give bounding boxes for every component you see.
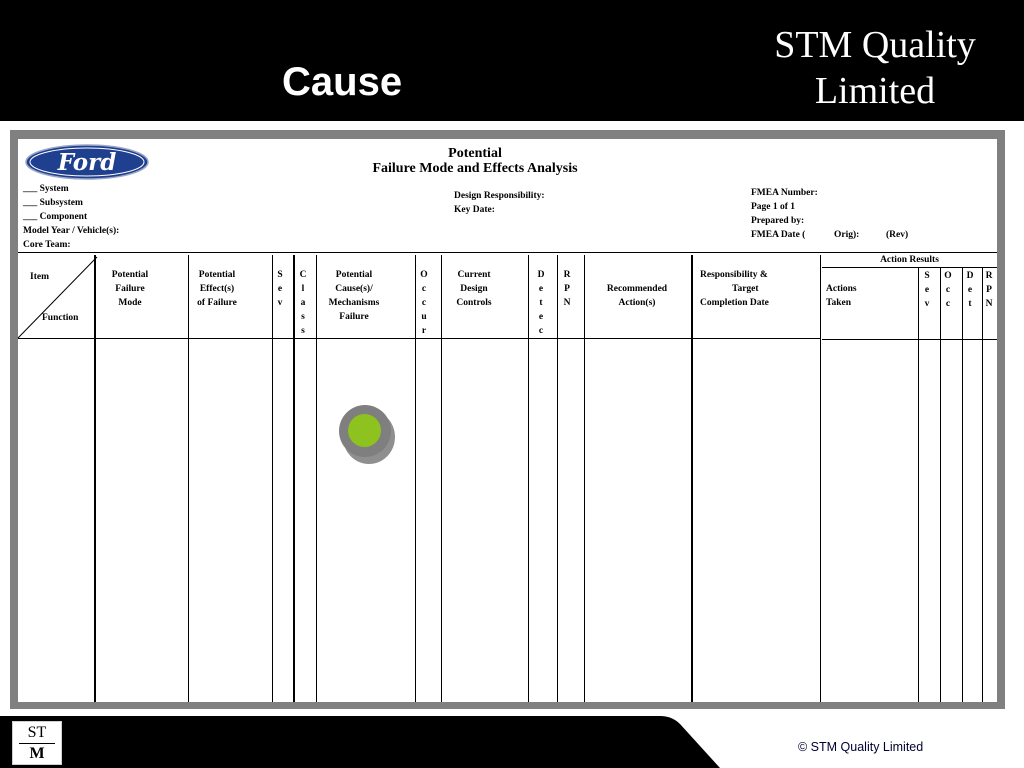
col-occur-line-1: O bbox=[420, 270, 428, 280]
col-ar-det-line-3: t bbox=[968, 299, 972, 309]
col-cause bbox=[316, 268, 392, 324]
col-actions-taken bbox=[826, 282, 857, 310]
col-action-results: Action Results bbox=[880, 255, 939, 265]
col-responsibility bbox=[700, 268, 810, 310]
col-ar-rpn-line-1: R bbox=[985, 271, 993, 281]
stm-logo-rule bbox=[19, 743, 55, 744]
prepared-by-field: Prepared by: bbox=[751, 216, 805, 226]
col-class-line-3: a bbox=[300, 298, 306, 308]
col-rpn-line-1: R bbox=[563, 270, 571, 280]
col-class-line-4: s bbox=[301, 312, 305, 322]
slide-footer bbox=[0, 716, 720, 768]
col-ar-rpn-line-3: N bbox=[985, 299, 993, 309]
col-class-line-5: s bbox=[301, 326, 305, 336]
col-ar-occ bbox=[942, 269, 954, 311]
fmea-date-field: FMEA Date ( bbox=[751, 230, 806, 240]
col-detec-line-2: e bbox=[538, 284, 544, 294]
col-failure-mode-line-1: Potential bbox=[111, 270, 149, 280]
col-detec-line-1: D bbox=[537, 270, 545, 280]
form-title-line-1: Potential bbox=[448, 146, 502, 161]
col-sev bbox=[274, 268, 286, 310]
highlight-marker-core bbox=[348, 414, 381, 447]
col-class-line-2: l bbox=[301, 284, 305, 294]
fmea-number-field: FMEA Number: bbox=[751, 188, 818, 198]
brand-line-2: Limited bbox=[814, 70, 936, 112]
col-recommended-line-2: Action(s) bbox=[618, 298, 656, 308]
col-failure-mode-line-2: Failure bbox=[115, 284, 145, 294]
key-date-field: Key Date: bbox=[454, 205, 495, 215]
col-ar-det-line-1: D bbox=[966, 271, 974, 281]
subsystem-field: ___ Subsystem bbox=[23, 198, 83, 208]
col-ar-occ-line-1: O bbox=[944, 271, 952, 281]
col-effects-line-1: Potential bbox=[198, 270, 236, 280]
col-cause-line-1: Potential bbox=[335, 270, 373, 280]
col-recommended-line-1: Recommended bbox=[606, 284, 668, 294]
col-rpn-line-3: N bbox=[563, 298, 571, 308]
col-ar-occ-line-3: c bbox=[945, 299, 951, 309]
col-occur-line-2: c bbox=[421, 284, 427, 294]
col-cause-line-3: Mechanisms bbox=[328, 298, 380, 308]
ford-logo-text: Ford bbox=[57, 149, 117, 176]
col-controls-line-1: Current bbox=[457, 270, 491, 280]
footer-shape bbox=[0, 716, 720, 768]
col-ar-rpn-line-2: P bbox=[986, 285, 992, 295]
col-item: Item bbox=[30, 272, 49, 282]
col-effects-line-3: of Failure bbox=[197, 298, 237, 308]
page-field: Page 1 of 1 bbox=[751, 202, 796, 212]
system-field: ___ System bbox=[23, 184, 69, 194]
col-detec-line-5: c bbox=[538, 326, 544, 336]
form-title-line-2: Failure Mode and Effects Analysis bbox=[372, 161, 578, 176]
col-detec-line-3: t bbox=[539, 298, 543, 308]
col-class-line-1: C bbox=[299, 270, 307, 280]
brand-line-1: STM Quality bbox=[774, 24, 976, 66]
col-detec-line-4: e bbox=[538, 312, 544, 322]
stm-logo-bottom: M bbox=[29, 745, 45, 762]
col-effects bbox=[186, 268, 248, 310]
col-ar-det bbox=[964, 269, 976, 311]
col-actions-taken-line-2: Taken bbox=[826, 298, 851, 308]
col-occur-line-3: c bbox=[421, 298, 427, 308]
model-year-field: Model Year / Vehicle(s): bbox=[23, 226, 120, 236]
design-responsibility-field: Design Responsibility: bbox=[454, 191, 545, 201]
col-sev-line-1: S bbox=[277, 270, 283, 280]
col-rpn bbox=[561, 268, 573, 310]
col-ar-rpn bbox=[983, 269, 995, 311]
col-ar-det-line-2: e bbox=[967, 285, 973, 295]
col-occur-line-4: u bbox=[421, 312, 427, 322]
col-ar-sev-line-2: e bbox=[924, 285, 930, 295]
rev-date-field: (Rev) bbox=[886, 230, 909, 240]
col-function: Function bbox=[42, 313, 79, 323]
col-detec bbox=[535, 268, 547, 338]
orig-date-field: Orig): bbox=[834, 230, 860, 240]
col-responsibility-line-3: Completion Date bbox=[700, 298, 769, 308]
col-rpn-line-2: P bbox=[564, 284, 570, 294]
col-recommended-actions bbox=[596, 282, 678, 310]
col-actions-taken-line-1: Actions bbox=[826, 284, 857, 294]
stm-logo bbox=[12, 721, 62, 765]
col-failure-mode bbox=[96, 268, 164, 310]
stm-logo-top: ST bbox=[27, 724, 47, 741]
col-controls bbox=[444, 268, 504, 310]
col-responsibility-line-1: Responsibility & bbox=[700, 270, 768, 280]
col-ar-sev-line-3: v bbox=[924, 299, 930, 309]
col-sev-line-2: e bbox=[277, 284, 283, 294]
col-sev-line-3: v bbox=[277, 298, 283, 308]
col-class bbox=[297, 268, 309, 338]
col-effects-line-2: Effect(s) bbox=[199, 284, 235, 294]
col-responsibility-line-2: Target bbox=[732, 284, 759, 294]
col-failure-mode-line-3: Mode bbox=[118, 298, 142, 308]
col-ar-sev-line-1: S bbox=[924, 271, 930, 281]
component-field: ___ Component bbox=[23, 212, 88, 222]
slide-title: Cause bbox=[282, 60, 403, 104]
core-team-field: Core Team: bbox=[23, 240, 71, 250]
col-cause-line-4: Failure bbox=[339, 312, 369, 322]
col-ar-sev bbox=[921, 269, 933, 311]
copyright-text: © STM Quality Limited bbox=[798, 740, 924, 754]
col-controls-line-3: Controls bbox=[456, 298, 492, 308]
col-occur bbox=[418, 268, 430, 338]
col-controls-line-2: Design bbox=[460, 284, 488, 294]
col-cause-line-2: Cause(s)/ bbox=[335, 284, 373, 294]
col-occur-line-5: r bbox=[421, 326, 427, 336]
col-ar-occ-line-2: c bbox=[945, 285, 951, 295]
